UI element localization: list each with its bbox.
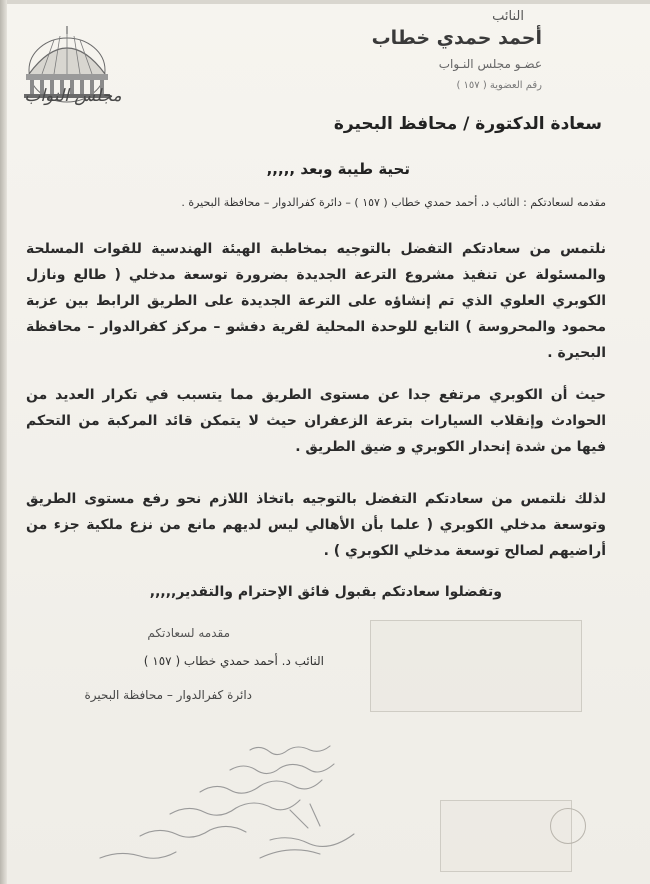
- faint-stamp-box: [370, 620, 582, 712]
- mp-membership-number: رقم العضوية ( ١٥٧ ): [456, 80, 542, 91]
- addressee: سعادة الدكتورة / محافظ البحيرة: [333, 114, 602, 134]
- paragraph-action: لذلك نلتمس من سعادتكم التفضل بالتوجيه باتخاذ اللازم نحو رفع مستوى الطريق وتوسعة مدخلي الكوبري ( علما بأن الأهالي ليس لديهم مانع من نزع ملكية جزء من أراضيهم لصالح توسعة مدخلي الكوبري ) .: [26, 491, 606, 559]
- paragraph-reason: حيث أن الكوبري مرتفع جدا عن مستوى الطريق مما يتسبب في تكرار العديد من الحوادث وإنقلاب السيارات بترعة الزعفران حيث لا يتمكن قائد المركبة من التحكم فيها من شدة إنحدار الكوبري و ضيق الطريق .: [26, 387, 606, 455]
- page-top-edge: [0, 0, 650, 4]
- mp-member-title: عضـو مجلس النـواب: [438, 57, 542, 71]
- closing-line: وتفضلوا سعادتكم بقبول فائق الإحترام والتقدير,,,,,: [149, 584, 502, 600]
- signature-name: النائب د. أحمد حمدي خطاب ( ١٥٧ ): [143, 654, 324, 668]
- signature-intro: مقدمه لسعادتكم: [147, 626, 230, 640]
- greeting: تحية طيبة وبعد ,,,,,: [266, 160, 410, 178]
- handwritten-annotation: [60, 740, 390, 880]
- seal-stamp: [550, 808, 586, 844]
- intro-line: مقدمه لسعادتكم : النائب د. أحمد حمدي خطاب ( ١٥٧ ) – دائرة كفرالدوار – محافظة البحيرة .: [181, 196, 606, 209]
- logo-caption: مجلس النواب: [24, 86, 122, 106]
- mp-name: أحمد حمدي خطاب: [371, 27, 542, 49]
- page-left-edge: [0, 0, 7, 884]
- signature-district: دائرة كفرالدوار – محافظة البحيرة: [84, 688, 252, 702]
- mp-role: النائب: [492, 9, 524, 24]
- mp-header: [342, 8, 542, 94]
- parliament-dome-logo: [12, 22, 122, 122]
- paragraph-request: نلتمس من سعادتكم التفضل بالتوجيه بمخاطبة الهيئة الهندسية للقوات المسلحة والمسئولة عن تنفيذ مشروع الترعة الجديدة بضرورة توسعة مدخلي ( طالع ونازل الكوبري العلوي الذي تم إنشاؤه على الترعة الجديدة على الطريق الرابط بين عزبة محمود والمحروسة ) التابع للوحدة المحلية لقرية دفشو – مركز كفرالدوار – محافظة البحيرة .: [26, 241, 606, 361]
